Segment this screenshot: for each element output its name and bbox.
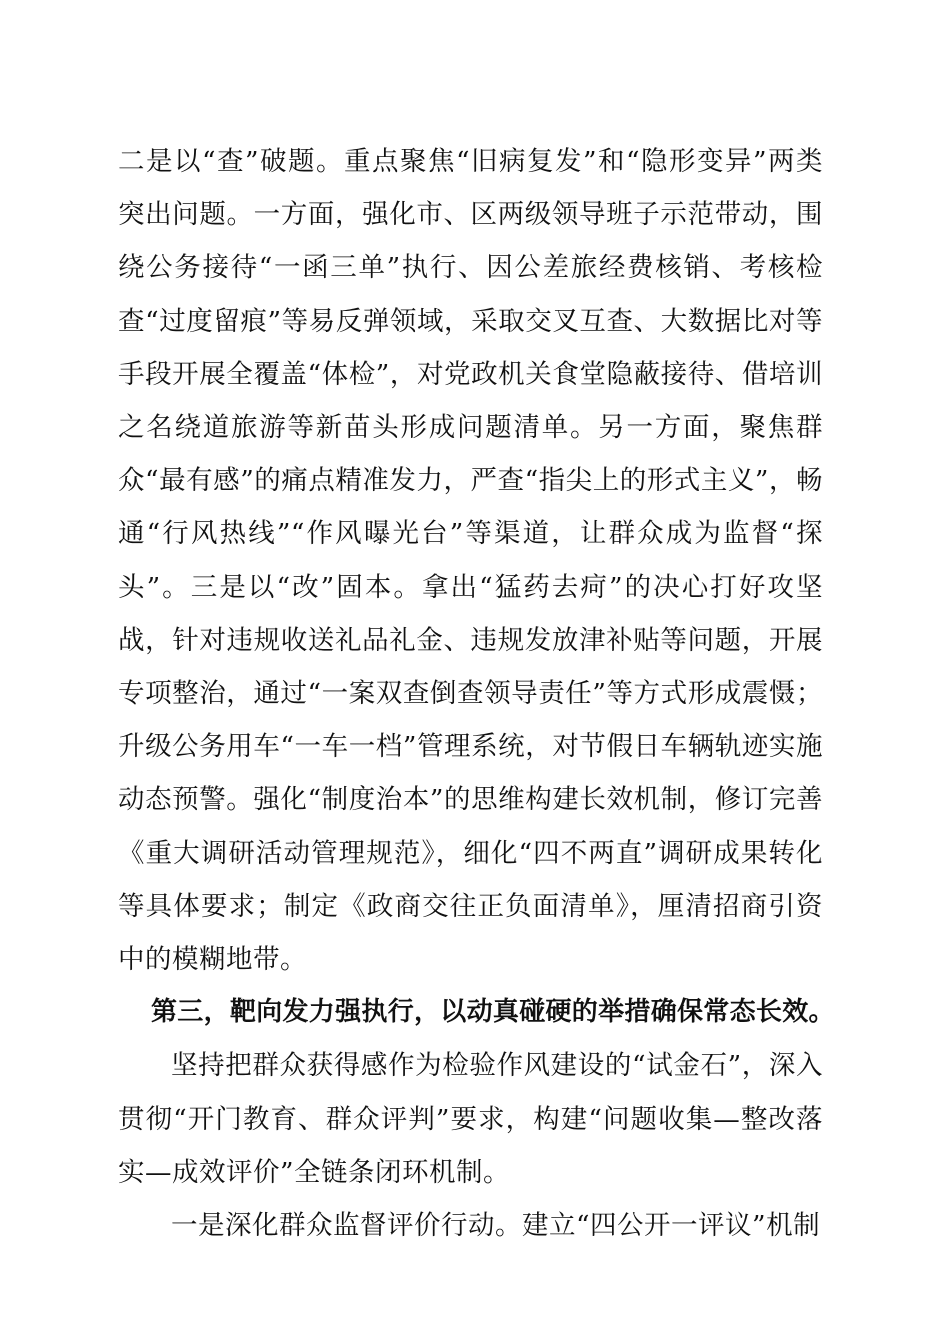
- body-paragraph-inspection: 二是以“查”破题。重点聚焦“旧病复发”和“隐形变异”两类突出问题。一方面，强化市、区两级领导班子示范带动，围绕公务接待“一函三单”执行、因公差旅经费核销、考核检查“过度留痕”等易反弹领域，采取交叉互查、大数据比对等手段开展全覆盖“体检”，对党政机关食堂隐蔽接待、借培训之名绕道旅游等新苗头形成问题清单。另一方面，聚焦群众“最有感”的痛点精准发力，严查“指尖上的形式主义”，畅通“行风热线”“作风曝光台”等渠道，让群众成为监督“探头”。三是以“改”固本。拿出“猛药去疴”的决心打好攻坚战，针对违规收送礼品礼金、违规发放津补贴等问题，开展专项整治，通过“一案双查倒查领导责任”等方式形成震慑；升级公务用车“一车一档”管理系统，对节假日车辆轨迹实施动态预警。强化“制度治本”的思维构建长效机制，修订完善《重大调研活动管理规范》，细化“四不两直”调研成果转化等具体要求；制定《政商交往正负面清单》，厘清招商引资中的模糊地带。: [118, 146, 823, 976]
- body-paragraph-supervision: 一是深化群众监督评价行动。建立“四公开一评议”机制: [171, 1210, 821, 1242]
- section-heading-third: 第三，靶向发力强执行，以动真碰硬的举措确保常态长效。: [151, 997, 835, 1028]
- body-paragraph-intro: 坚持把群众获得感作为检验作风建设的“试金石”，深入贯彻“开门教育、群众评判”要求，构建“问题收集—整改落实—成效评价”全链条闭环机制。: [118, 1050, 823, 1188]
- document-page: [118, 135, 835, 1252]
